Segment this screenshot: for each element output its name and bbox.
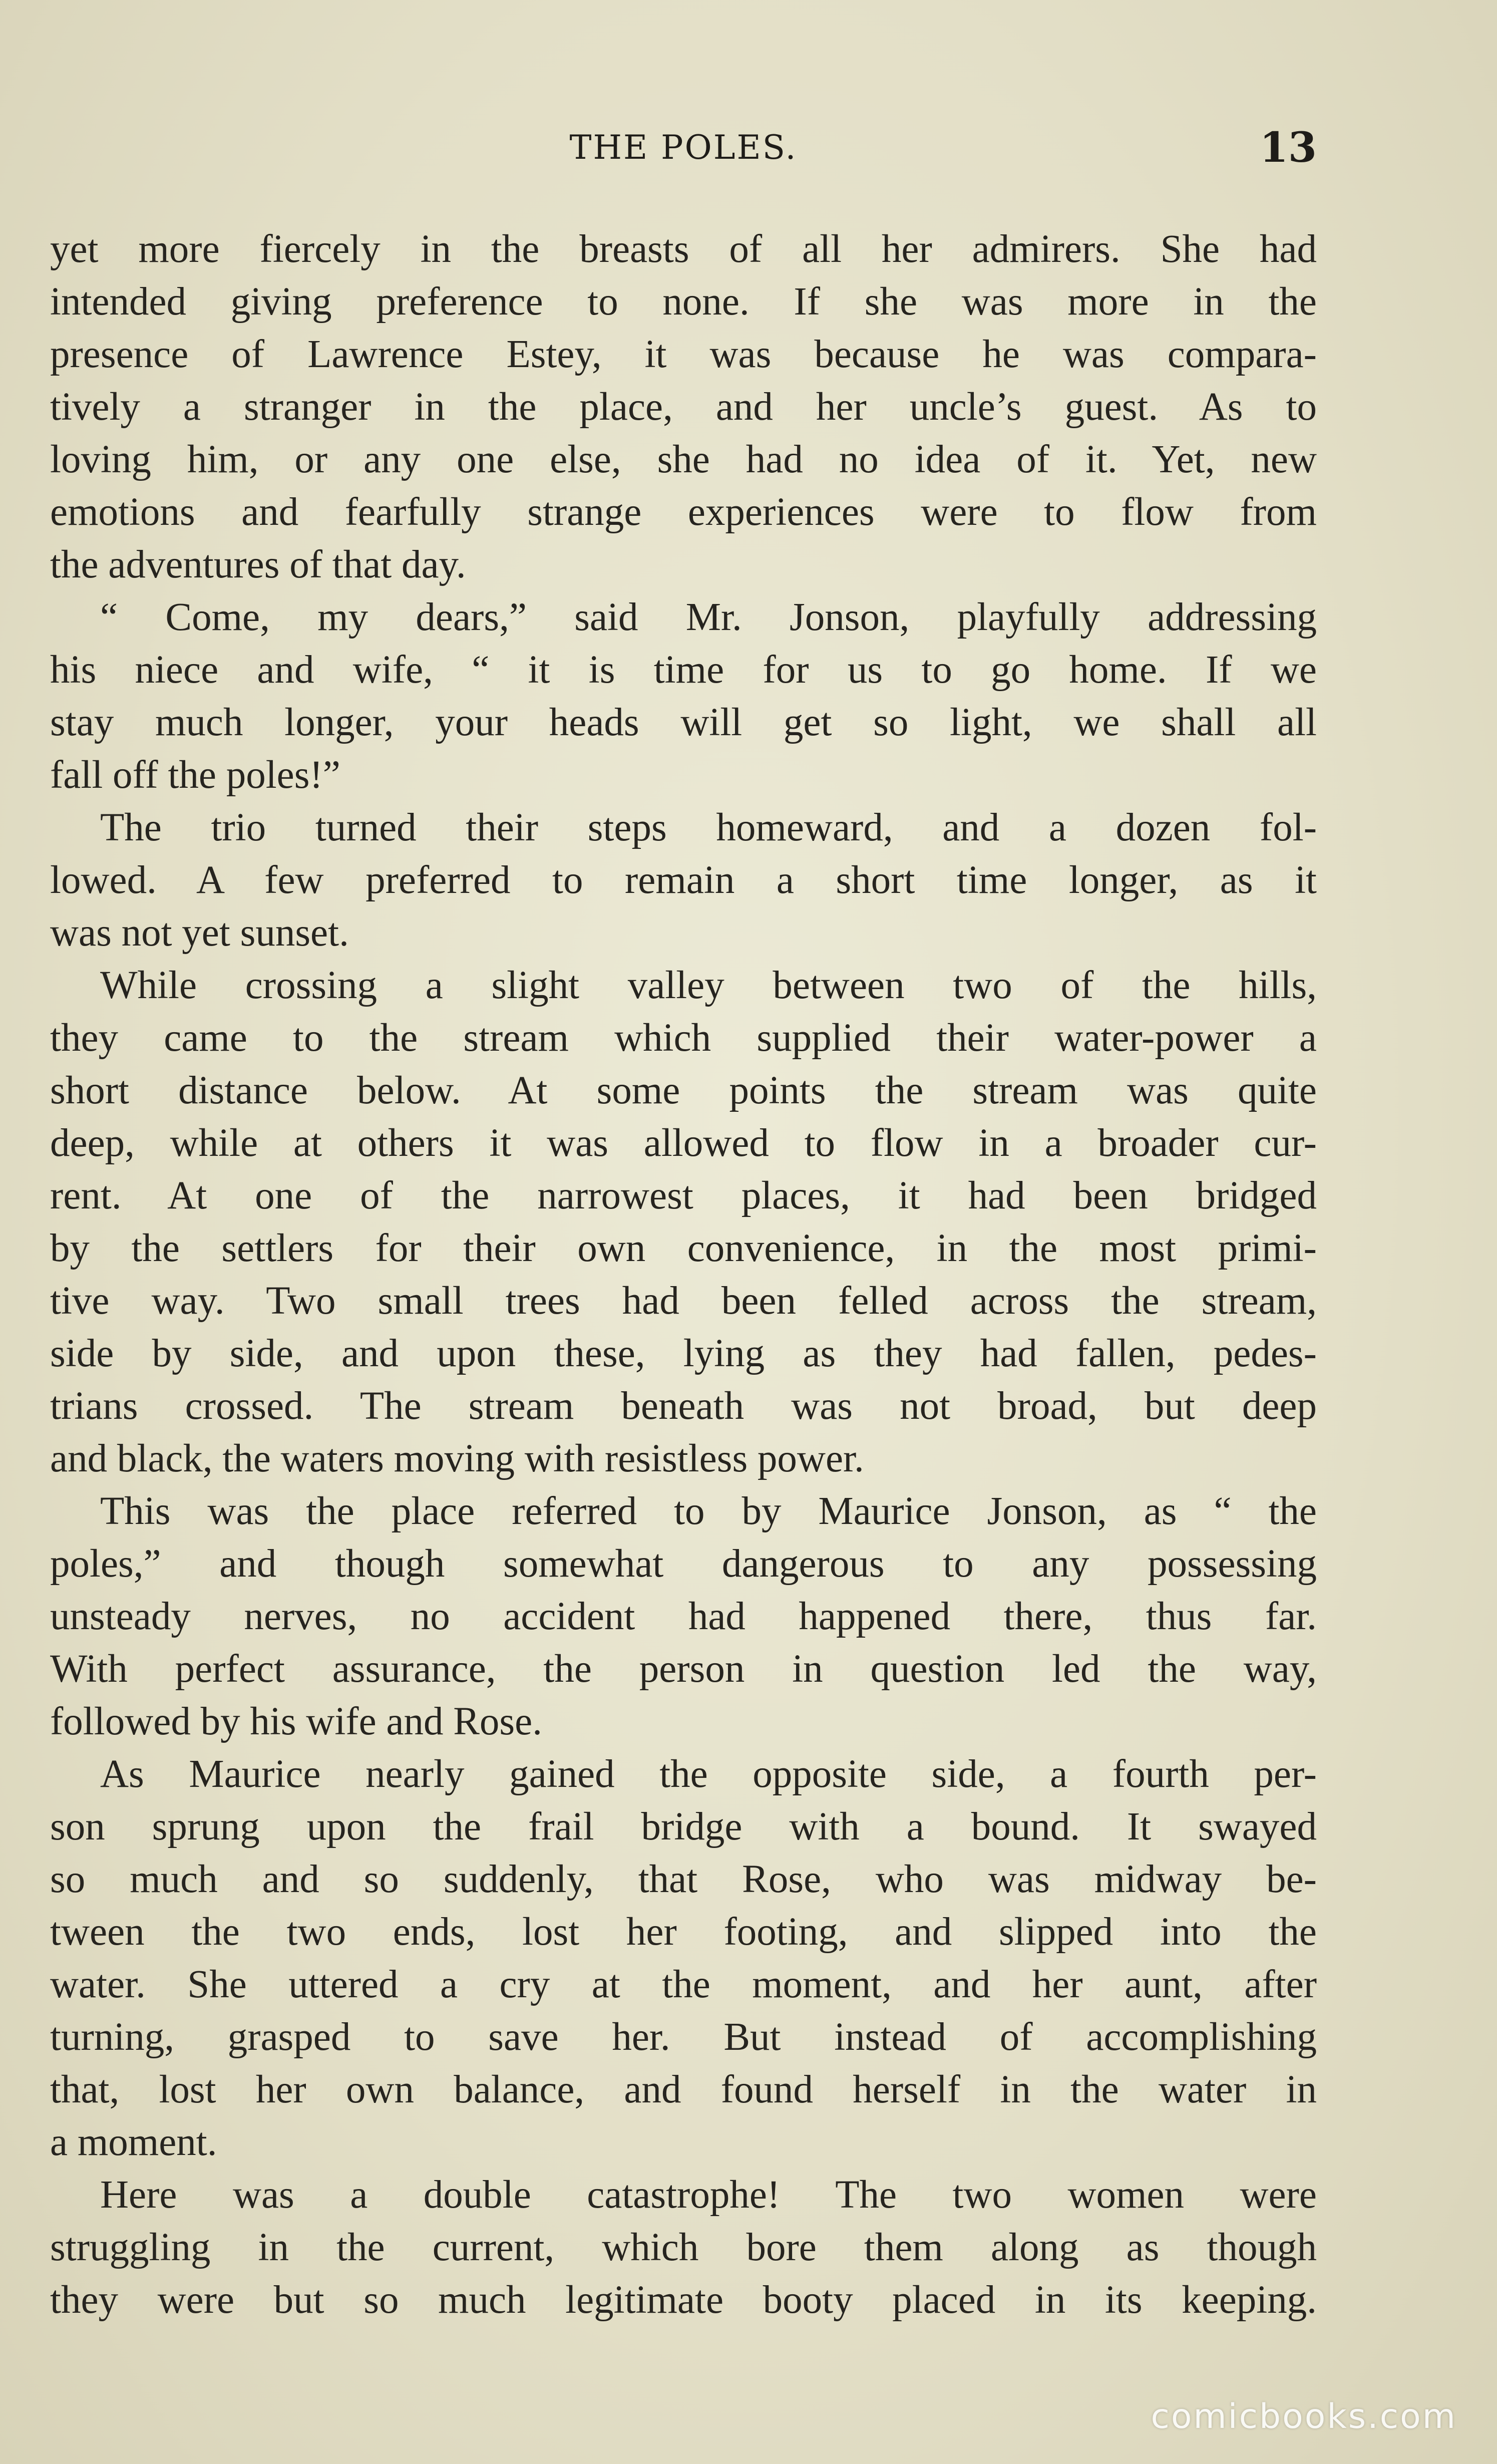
text-line: fall off the poles!”	[50, 753, 340, 797]
text-line: deep, while at others it was allowed to flow in a broader cur-	[50, 1121, 1317, 1165]
text-line: so much and so suddenly, that Rose, who was midway be-	[50, 1858, 1317, 1901]
text-line: tively a stranger in the place, and her uncle’s guest. As to	[50, 385, 1317, 429]
text-line: poles,” and though somewhat dangerous to any possessing	[50, 1542, 1317, 1586]
text-line: they came to the stream which supplied their water-power a	[50, 1016, 1317, 1060]
text-line: that, lost her own balance, and found herself in the water in	[50, 2068, 1317, 2111]
text-line: “ Come, my dears,” said Mr. Jonson, playfully addressing	[100, 595, 1317, 639]
text-line: stay much longer, your heads will get so light, we shall all	[50, 701, 1317, 744]
text-line: This was the place referred to by Maurice Jonson, as “ the	[100, 1489, 1317, 1533]
text-line: loving him, or any one else, she had no idea of it. Yet, new	[50, 438, 1317, 481]
text-line: unsteady nerves, no accident had happened there, thus far.	[50, 1595, 1317, 1638]
text-line: tween the two ends, lost her footing, and slipped into the	[50, 1910, 1317, 1954]
text-line: yet more fiercely in the breasts of all her admirers. She had	[50, 227, 1317, 271]
text-line: was not yet sunset.	[50, 911, 349, 955]
text-line: followed by his wife and Rose.	[50, 1700, 542, 1743]
text-line: turning, grasped to save her. But instead of accomplishing	[50, 2015, 1317, 2059]
text-line: trians crossed. The stream beneath was not broad, but deep	[50, 1384, 1317, 1428]
text-line: lowed. A few preferred to remain a short time longer, as it	[50, 858, 1317, 902]
text-line: and black, the waters moving with resistless power.	[50, 1437, 864, 1480]
watermark-text: comicbooks.com	[1151, 2397, 1457, 2436]
text-line: emotions and fearfully strange experiences were to flow from	[50, 490, 1317, 534]
text-line: struggling in the current, which bore them along as though	[50, 2226, 1317, 2269]
text-line: son sprung upon the frail bridge with a bound. It swayed	[50, 1805, 1317, 1849]
text-line: rent. At one of the narrowest places, it had been bridged	[50, 1174, 1317, 1217]
text-line: As Maurice nearly gained the opposite side, a fourth per-	[100, 1752, 1317, 1796]
text-line: tive way. Two small trees had been felled across the stream,	[50, 1279, 1317, 1323]
text-line: his niece and wife, “ it is time for us to go home. If we	[50, 648, 1317, 692]
text-line: they were but so much legitimate booty placed in its keeping.	[50, 2278, 1317, 2322]
text-line: water. She uttered a cry at the moment, and her aunt, after	[50, 1963, 1317, 2006]
page-header	[50, 123, 1317, 173]
text-line: The trio turned their steps homeward, and a dozen fol-	[100, 806, 1317, 849]
running-title: THE POLES.	[569, 128, 798, 167]
body-text	[50, 223, 1317, 2326]
text-line: a moment.	[50, 2120, 217, 2164]
text-line: the adventures of that day.	[50, 543, 466, 586]
text-line: Here was a double catastrophe! The two women were	[100, 2173, 1317, 2217]
text-line: With perfect assurance, the person in question led the way,	[50, 1647, 1317, 1691]
page-number: 13	[1259, 124, 1317, 172]
text-line: short distance below. At some points the stream was quite	[50, 1069, 1317, 1112]
text-line: intended giving preference to none. If she was more in the	[50, 280, 1317, 324]
text-line: by the settlers for their own convenience, in the most primi-	[50, 1226, 1317, 1270]
text-line: presence of Lawrence Estey, it was because he was compara-	[50, 333, 1317, 376]
text-line: While crossing a slight valley between two of the hills,	[100, 964, 1317, 1007]
text-line: side by side, and upon these, lying as they had fallen, pedes-	[50, 1332, 1317, 1375]
